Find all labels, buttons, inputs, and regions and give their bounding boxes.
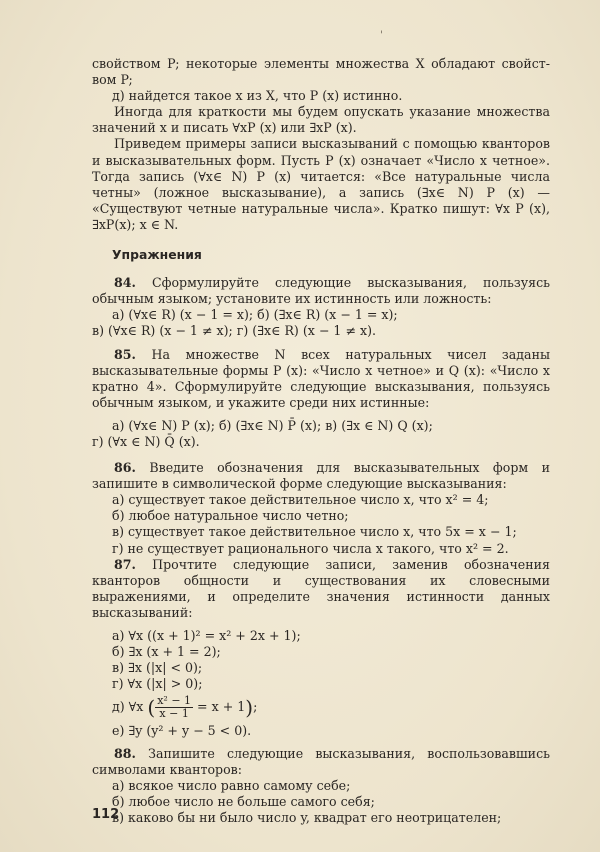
exercise-84-text: Сформулируйте следующие высказывания, пользуясь обычным языком; установите их истинность или ложность: bbox=[92, 275, 550, 307]
exercise-87-text: Прочтите следующие записи, заменив обозначения кванторов общности и существования их словесными выражениями, и определите значения истинности данных высказываний: bbox=[92, 556, 550, 620]
intro-shorthand: Иногда для краткости мы будем опускать указание множества значений x и писать ∀xP (x) или ∃xP (x). bbox=[92, 104, 550, 136]
intro-examples: Приведем примеры записи высказываний с помощью кванторов и высказывательных форм. Пусть P (x) означает «Число x четное». Тогда запись (∀x∈ N) P (x) читается: «Все натуральные числа четны» (ложное высказывание), а запись (∃x∈ N) P (x) — «Существуют четные натуральные числа». Кратко пишут: ∀x P (x), ∃xP(x); x ∈ N. bbox=[92, 136, 550, 232]
exercise-88-v: в) каково бы ни было число y, квадрат его неотрицателен; bbox=[112, 810, 502, 826]
exercise-87-d-fraction bbox=[155, 695, 193, 720]
exercise-88-number: 88. bbox=[114, 745, 136, 761]
exercise-87-v: в) ∃x (|x| < 0); bbox=[112, 660, 203, 676]
exercise-87-d: д) ∀x ( $\frac{\text{x² − 1}}{x - 1}$ = x + 1); bbox=[112, 694, 258, 721]
exercise-84 bbox=[92, 275, 550, 307]
exercise-85-text: На множестве N всех натуральных чисел заданы высказывательные формы P (x): «Число x четное» и Q (x): «Число x кратно 4». Сформулируйте следующие высказывания, пользуясь обычным языком, и укажите среди них истинные: bbox=[92, 346, 550, 410]
exercise-86-a: а) существует такое действительное число x, что x² = 4; bbox=[112, 492, 489, 508]
exercise-86-g: г) не существует рационального числа x такого, что x² = 2. bbox=[112, 540, 509, 556]
exercise-87-g: г) ∀x (|x| > 0); bbox=[112, 676, 203, 692]
exercise-86-text: Введите обозначения для высказывательных форм и запишите в символической форме следующие высказывания: bbox=[92, 460, 550, 492]
exercise-85 bbox=[92, 347, 550, 411]
exercise-86-v: в) существует такое действительное число x, что 5x = x − 1; bbox=[112, 524, 517, 540]
open-paren: ( bbox=[147, 695, 156, 720]
exercise-85-number: 85. bbox=[114, 346, 136, 362]
exercise-87-a: а) ∀x ((x + 1)² = x² + 2x + 1); bbox=[112, 628, 301, 643]
exercise-86 bbox=[92, 460, 550, 492]
intro-item-d: д) найдется такое x из X, что P (x) истинно. bbox=[112, 88, 403, 104]
page-number: 112 bbox=[92, 807, 120, 822]
exercise-84-line1: а) (∀x∈ R) (x − 1 = x); б) (∃x∈ R) (x − 1 = x); bbox=[112, 307, 398, 323]
exercise-87 bbox=[92, 557, 550, 621]
exercise-88-a: а) всякое число равно самому себе; bbox=[112, 778, 351, 794]
exercise-88-b: б) любое число не больше самого себя; bbox=[112, 794, 375, 810]
exercise-88-text: Запишите следующие высказывания, воспользовавшись символами кванторов: bbox=[92, 745, 550, 778]
exercise-87-e: е) ∃y (y² + y − 5 < 0). bbox=[112, 722, 252, 738]
exercise-87-d-suffix: = x + 1 bbox=[197, 699, 246, 715]
intro-continuation: свойством P; некоторые элементы множества X обладают свойст-вом P; bbox=[92, 56, 550, 88]
exercise-86-number: 86. bbox=[114, 460, 136, 476]
page-mark: ' bbox=[380, 30, 383, 41]
exercise-87-d-prefix: д) ∀x bbox=[112, 699, 144, 715]
close-paren: ) bbox=[245, 695, 254, 720]
fraction-denominator: x − 1 bbox=[159, 707, 189, 721]
exercise-87-number: 87. bbox=[114, 556, 136, 572]
exercise-86-b: б) любое натуральное число четно; bbox=[112, 508, 349, 524]
section-heading: Упражнения bbox=[112, 247, 202, 263]
exercise-88 bbox=[92, 746, 550, 778]
exercise-85-line2: г) (∀x ∈ N) Q̄ (x). bbox=[92, 433, 200, 449]
exercise-84-line2: в) (∀x∈ R) (x − 1 ≠ x); г) (∃x∈ R) (x − 1 ≠ x). bbox=[92, 323, 377, 339]
exercise-85-line1: а) (∀x∈ N) P (x); б) (∃x∈ N) P̄ (x); в) (∃x ∈ N) Q (x); bbox=[112, 417, 433, 433]
page-content bbox=[92, 56, 550, 826]
exercise-84-number: 84. bbox=[114, 275, 136, 291]
exercise-87-b: б) ∃x (x + 1 = 2); bbox=[112, 644, 221, 660]
fraction-numerator: x² − 1 bbox=[157, 694, 192, 708]
